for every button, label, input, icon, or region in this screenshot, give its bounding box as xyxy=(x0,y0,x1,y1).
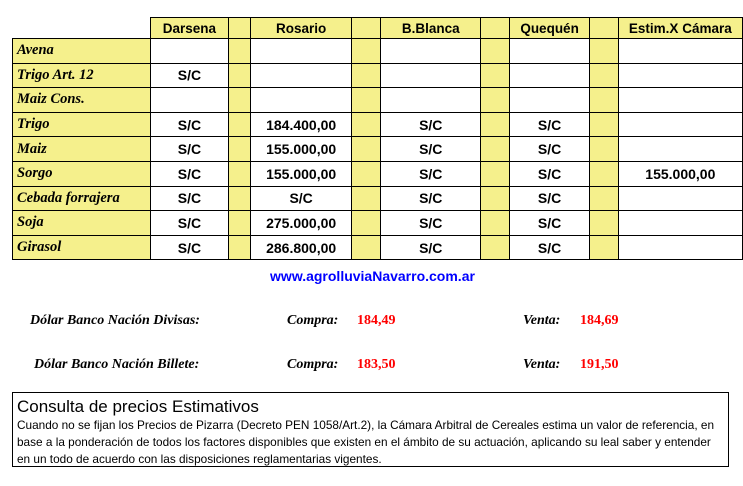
consulta-text: Cuando no se fijan los Precios de Pizarra (Decreto PEN 1058/Art.2), la Cámara Arbitral de Cereales estima un valor de referencia, en base a la ponderación de todos los factores disponibles que existen en el ámbito de su actuación, aplicando su leal saber y entender en un todo de acuerdo con las disposiciones reglamentarias vigentes. xyxy=(17,418,715,466)
col-bblanca: B.Blanca xyxy=(381,18,481,39)
table-row xyxy=(13,235,743,260)
col-darsena: Darsena xyxy=(150,18,228,39)
price-cell xyxy=(251,39,352,64)
price-cell: S/C xyxy=(510,137,589,162)
price-cell: S/C xyxy=(150,161,228,186)
price-cell: S/C xyxy=(381,112,481,137)
dolar-divisas-label: Dólar Banco Nación Divisas: xyxy=(30,313,200,328)
price-cell: S/C xyxy=(150,211,228,236)
price-cell xyxy=(251,88,352,113)
price-cell: 184.400,00 xyxy=(251,112,352,137)
row-label: Soja xyxy=(13,211,151,236)
table-row xyxy=(13,112,743,137)
price-cell xyxy=(618,186,742,211)
table-row xyxy=(13,88,743,113)
table-row xyxy=(13,63,743,88)
price-cell: S/C xyxy=(510,112,589,137)
website-link[interactable]: www.agrolluviaNavarro.com.ar xyxy=(270,268,475,284)
price-cell xyxy=(510,88,589,113)
table-row xyxy=(13,137,743,162)
price-cell: S/C xyxy=(381,235,481,260)
table-row xyxy=(13,186,743,211)
price-cell xyxy=(618,137,742,162)
price-cell: S/C xyxy=(510,186,589,211)
price-cell: 155.000,00 xyxy=(618,161,742,186)
price-cell: S/C xyxy=(510,161,589,186)
row-label: Cebada forrajera xyxy=(13,186,151,211)
row-label: Girasol xyxy=(13,235,151,260)
table-header-row xyxy=(13,18,743,39)
price-cell xyxy=(618,211,742,236)
row-label: Sorgo xyxy=(13,161,151,186)
price-cell: S/C xyxy=(510,235,589,260)
price-cell: S/C xyxy=(251,186,352,211)
row-label: Trigo Art. 12 xyxy=(13,63,151,88)
dolar-divisas-venta-value: 184,69 xyxy=(580,313,619,328)
price-cell: S/C xyxy=(150,235,228,260)
price-cell xyxy=(618,235,742,260)
price-cell: 155.000,00 xyxy=(251,137,352,162)
dolar-divisas-compra-label: Compra: xyxy=(287,313,339,328)
consulta-title: Consulta de precios Estimativos xyxy=(17,397,259,416)
price-cell: S/C xyxy=(510,211,589,236)
price-cell xyxy=(618,88,742,113)
price-cell: S/C xyxy=(381,186,481,211)
table-row xyxy=(13,211,743,236)
table-row xyxy=(13,39,743,64)
dolar-billete-venta-value: 191,50 xyxy=(580,357,619,372)
price-cell xyxy=(618,112,742,137)
price-cell: S/C xyxy=(150,186,228,211)
price-cell xyxy=(381,39,481,64)
consulta-box xyxy=(12,392,729,467)
dolar-divisas-compra-value: 184,49 xyxy=(357,313,396,328)
price-cell: S/C xyxy=(150,112,228,137)
price-table xyxy=(12,17,743,260)
row-label: Avena xyxy=(13,39,151,64)
table-row xyxy=(13,161,743,186)
dolar-billete-venta-label: Venta: xyxy=(523,357,561,372)
price-cell: S/C xyxy=(381,211,481,236)
price-cell: S/C xyxy=(150,137,228,162)
price-cell xyxy=(381,88,481,113)
col-quequen: Quequén xyxy=(510,18,589,39)
price-cell: S/C xyxy=(381,137,481,162)
price-cell xyxy=(150,39,228,64)
price-cell xyxy=(251,63,352,88)
dolar-billete-compra-value: 183,50 xyxy=(357,357,396,372)
price-cell xyxy=(381,63,481,88)
col-rosario: Rosario xyxy=(251,18,352,39)
price-cell: 275.000,00 xyxy=(251,211,352,236)
row-label: Maiz xyxy=(13,137,151,162)
price-cell: S/C xyxy=(150,63,228,88)
price-cell xyxy=(618,39,742,64)
row-label: Trigo xyxy=(13,112,151,137)
price-cell: 155.000,00 xyxy=(251,161,352,186)
price-cell xyxy=(618,63,742,88)
col-estim-camara: Estim.X Cámara xyxy=(618,18,742,39)
price-cell xyxy=(150,88,228,113)
dolar-billete-compra-label: Compra: xyxy=(287,357,339,372)
dolar-billete-label: Dólar Banco Nación Billete: xyxy=(34,357,200,372)
price-cell xyxy=(510,63,589,88)
price-cell: 286.800,00 xyxy=(251,235,352,260)
row-label: Maiz Cons. xyxy=(13,88,151,113)
dolar-divisas-venta-label: Venta: xyxy=(523,313,561,328)
price-cell: S/C xyxy=(381,161,481,186)
price-cell xyxy=(510,39,589,64)
